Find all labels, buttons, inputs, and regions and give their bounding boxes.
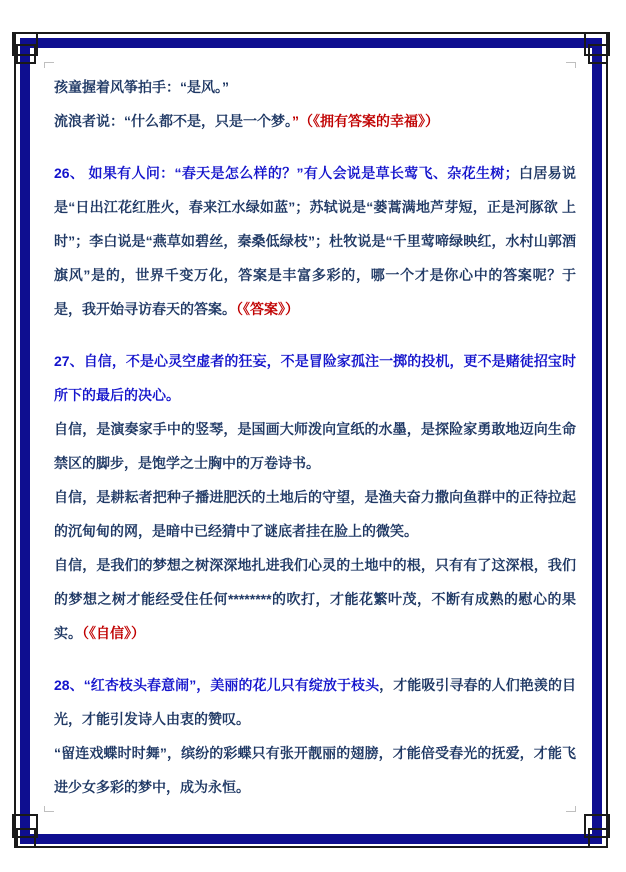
text-run: （《自信》） <box>82 625 145 641</box>
text-run: ”（《拥有答案的幸福》） <box>292 113 439 129</box>
corner-ornament-bottom-left <box>16 828 36 848</box>
text-run: 27、自信，不是心灵空虚者的狂妄，不是冒险家孤注一掷的投机，更不是赌徒招宝时所下的最后的决心。 <box>54 353 576 403</box>
paragraph-item-27-intro <box>54 344 576 412</box>
paragraph-item-28-intro <box>54 668 576 736</box>
paragraph-item-26 <box>54 156 576 326</box>
text-run: 26、 如果有人问：“春天是怎么样的？”有人会说是草长莺飞、杂花生树； <box>54 165 519 181</box>
paragraph-dialog-child <box>54 70 576 104</box>
text-run: “留连戏蝶时时舞”，缤纷的彩蝶只有张开靓丽的翅膀，才能倍受春光的抚爱，才能飞进少女多彩的梦中，成为永恒。 <box>54 745 576 795</box>
paragraph-item-28-body <box>54 736 576 804</box>
text-run: 孩童握着风筝拍手：“是风。” <box>54 79 229 95</box>
text-run: 28、“红杏枝头春意闹”，美丽的花儿只有绽放于枝头 <box>54 677 380 693</box>
paragraph-item-27-body-1 <box>54 412 576 480</box>
corner-ornament-top-right <box>588 44 608 64</box>
text-boundary-mark <box>566 806 576 812</box>
text-run: 自信，是耕耘者把种子播进肥沃的土地后的守望，是渔夫奋力撒向鱼群中的正待拉起的沉甸甸的网，是暗中已经猜中了谜底者挂在脸上的微笑。 <box>54 489 576 539</box>
text-run: 白居易说是“日出江花红胜火，春来江水绿如蓝”；苏轼说是“蒌蒿满地芦芽短，正是河豚欲 上时”；李白说是“燕草如碧丝，秦桑低绿枝”；杜牧说是“千里莺啼绿映红，水村山郭酒旗风”是的，世界千变万化，答案是丰富多彩的，哪一个才是你心中的答案呢？于是，我开始寻访春天的答案。 <box>54 165 576 317</box>
text-run: 流浪者说：“什么都不是，只是一个梦。 <box>54 113 292 129</box>
paragraph-item-27-body-3 <box>54 548 576 650</box>
document-body <box>54 48 576 804</box>
text-run: 自信，是我们的梦想之树深深地扎进我们心灵的土地中的根，只有有了这深根，我们的梦想之树才能经受住任何********的吹打，才能花繁叶茂，不断有成熟的慰心的果实。 <box>54 557 576 641</box>
text-boundary-mark <box>44 62 54 68</box>
paragraph-dialog-wanderer <box>54 104 576 138</box>
text-run: 自信，是演奏家手中的竖琴，是国画大师泼向宣纸的水墨，是探险家勇敢地迈向生命禁区的脚步，是饱学之士胸中的万卷诗书。 <box>54 421 576 471</box>
text-boundary-mark <box>44 806 54 812</box>
text-run: ，才能吸引寻春的人们艳羡的目光，才能引发诗人由衷的赞叹。 <box>54 677 577 727</box>
paragraph-item-27-body-2 <box>54 480 576 548</box>
corner-ornament-top-left <box>16 44 36 64</box>
corner-ornament-bottom-right <box>588 828 608 848</box>
text-run: （《答案》） <box>236 301 299 317</box>
